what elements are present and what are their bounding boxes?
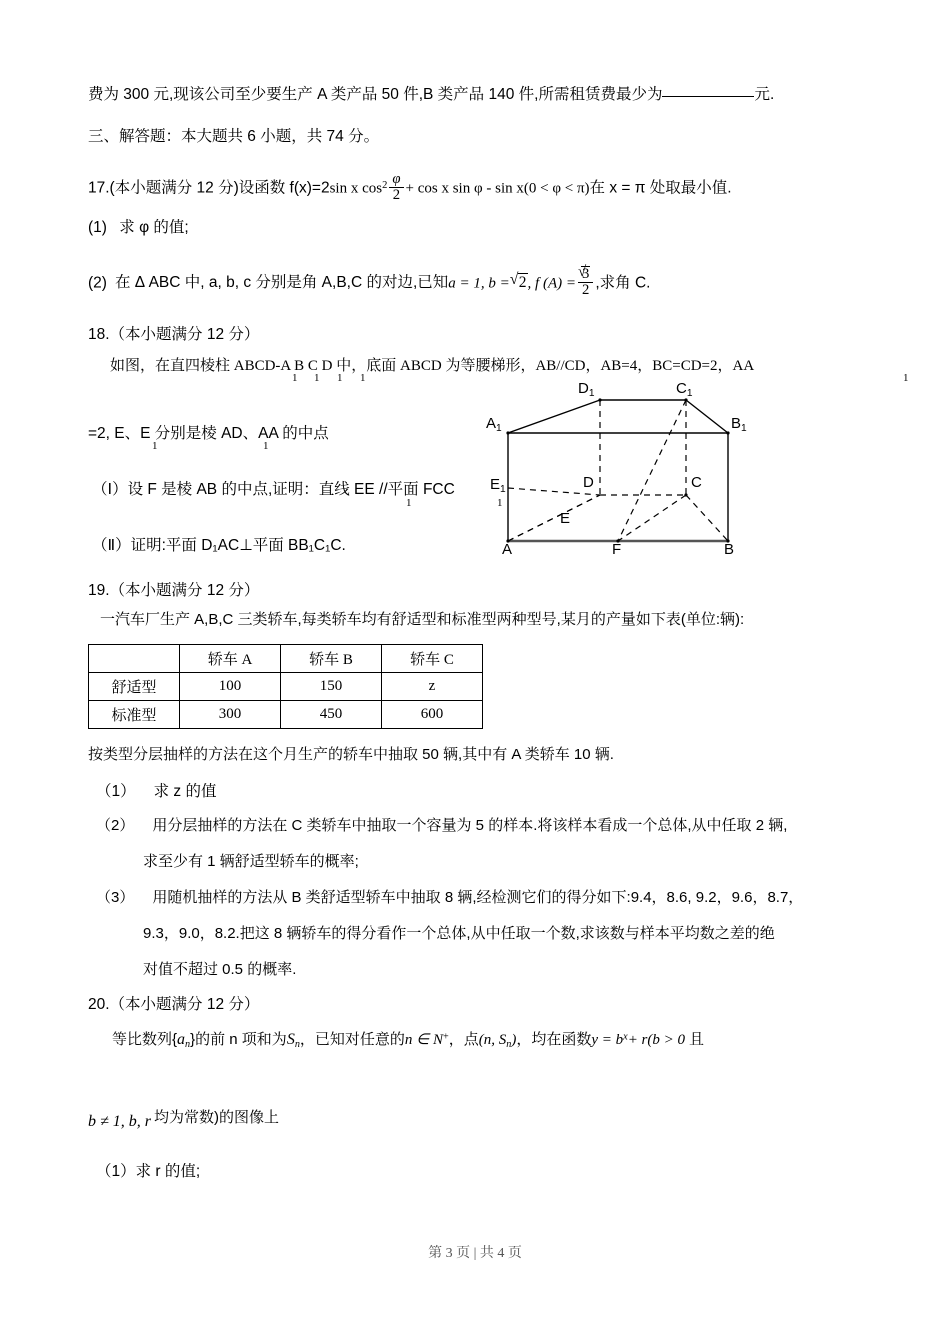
q20-point-sub: n	[506, 1038, 512, 1050]
page-footer: 第 3 页 | 共 4 页	[428, 1246, 522, 1261]
q20-func-r: + r(b > 0	[627, 1032, 686, 1048]
table-cell-r1c1: 300	[180, 701, 281, 729]
q19-production-table	[88, 644, 483, 729]
q19-intro: 一汽车厂生产 A,B,C 三类轿车,每类轿车均有舒适型和标准型两种型号,某月的产量如下表(单位:辆):	[100, 611, 745, 628]
q20-seg1: 等比数列{	[112, 1031, 178, 1048]
q18-line2-sub-b: 1	[263, 440, 269, 452]
sqrt-3	[578, 266, 593, 282]
table-row	[89, 701, 483, 729]
q17-part2-tail: ,求角 C.	[595, 274, 651, 292]
q16-tail-text: 费为 300 元,现该公司至少要生产 A 类产品 50 件,B 类产品 140 件,所需租赁费最少为	[88, 86, 663, 103]
figure-label-D: D	[583, 474, 594, 491]
figure-label-C1: $C_1$	[676, 380, 693, 399]
q20-seg5: ，均在函数	[516, 1031, 592, 1048]
q18-line1-sub-2: 1	[314, 372, 320, 384]
q20-part1: （1）求 r 的值;	[96, 1163, 201, 1180]
q19-part2-label: （2）	[96, 817, 135, 834]
table-cell-r1c0: 标准型	[89, 701, 180, 729]
q17-part2-text: 在 Δ ABC 中, a, b, c 分别是角 A,B,C 的对边,已知	[114, 274, 449, 292]
answer-blank	[662, 96, 754, 97]
table-cell-r1c2: 450	[281, 701, 382, 729]
table-header-cell-3: 轿车 C	[382, 645, 483, 673]
q20-an-var: a	[177, 1031, 186, 1048]
figure-label-E: E	[560, 510, 571, 527]
q17-stem	[88, 172, 732, 203]
q16-tail-line	[88, 86, 774, 103]
table-header-cell-0	[89, 645, 180, 673]
table-cell-r0c0: 舒适型	[89, 673, 180, 701]
q20-line2	[88, 1110, 279, 1131]
q20-sn-sub: n	[294, 1038, 300, 1050]
q20-N-plus: +	[443, 1031, 449, 1043]
q20-constants-text: 均为常数)的图像上	[154, 1109, 280, 1126]
q19-part2-line2: 求至少有 1 辆舒适型轿车的概率;	[143, 853, 359, 870]
q20-b-constraints: b ≠ 1, b, r	[88, 1113, 152, 1130]
table-row	[89, 673, 483, 701]
q18-line1: 如图，在直四棱柱 ABCD-A B C D 中，底面 ABCD 为等腰梯形，AB//CD，AB=4，BC=CD=2，AA	[110, 358, 755, 374]
figure-label-A: A	[502, 541, 513, 558]
q18-line1-sub-3: 1	[337, 372, 343, 384]
q18-part2: （Ⅱ）证明:平面 D₁AC⊥平面 BB₁C₁C.	[92, 537, 346, 554]
q20-func-exp: x	[623, 1031, 628, 1043]
figure-label-B1: $B_1$	[731, 415, 747, 434]
q18-line2-sub-a: 1	[152, 440, 158, 452]
prism-vertex-dots	[506, 398, 729, 542]
q20-an-sub: n	[185, 1038, 191, 1050]
q18-line2: =2, E、E 分别是棱 AD、AA 的中点	[88, 425, 329, 442]
q17-part2-fA: , f (A) =	[527, 275, 576, 292]
q19-part3-line3: 对值不超过 0.5 的概率.	[143, 961, 297, 978]
q18-title: 18.（本小题满分 12 分）	[88, 326, 260, 343]
table-cell-r1c3: 600	[382, 701, 483, 729]
frac-numerator: φ	[392, 171, 401, 187]
table-cell-r0c3: z	[382, 673, 483, 701]
q18-part1: （Ⅰ）设 F 是棱 AB 的中点,证明：直线 EE //平面 FCC	[92, 481, 455, 498]
q19-part1-text: 求 z 的值	[153, 783, 217, 800]
q17-formula-sincos: sin x cos	[329, 180, 383, 197]
q19-part3-text-1: 用随机抽样的方法从 B 类舒适型轿车中抽取 8 辆,经检测它们的得分如下:9.4，8.6, 9.2，9.6，8.7，	[152, 889, 804, 906]
q19-part3-label: （3）	[96, 889, 135, 906]
figure-label-A1: $A_1$	[486, 415, 502, 434]
table-header-cell-2: 轿车 B	[281, 645, 382, 673]
q16-tail-unit: 元.	[754, 86, 775, 103]
prism-svg	[478, 378, 768, 563]
prism-construction-lines	[508, 400, 686, 541]
q17-part2-label: (2)	[88, 274, 107, 292]
sqrt-2-radicand: 2	[518, 274, 527, 292]
q20-title: 20.（本小题满分 12 分）	[88, 996, 260, 1013]
q17-formula-mid: + cos x sin φ - sin x(0 < φ < π)	[405, 180, 590, 197]
table-cell-r0c1: 100	[180, 673, 281, 701]
q19-part3-line2: 9.3，9.0，8.2.把这 8 辆轿车的得分看作一个总体,从中任取一个数,求该数与样本平均数之差的绝	[143, 925, 775, 942]
q19-part3-line1	[96, 890, 803, 907]
q20-seg4: ，点	[448, 1031, 479, 1048]
q17-part1	[88, 219, 189, 236]
q20-sn-var: S	[286, 1031, 295, 1048]
prism-solid-edges	[508, 400, 728, 541]
q19-part1-label: （1）	[96, 783, 136, 800]
sqrt3-over-2	[578, 266, 593, 298]
q19-part2-text-1: 用分层抽样的方法在 C 类轿车中抽取一个容量为 5 的样本.将该样本看成一个总体,从中任取 2 辆,	[152, 817, 788, 834]
figure-label-C: C	[691, 474, 702, 491]
q18-line1-sub-4: 1	[360, 372, 366, 384]
table-header-row	[89, 645, 483, 673]
sqrt-2	[510, 272, 528, 291]
q19-part1	[96, 783, 217, 800]
q18-line1-sub-AA1: 1	[903, 372, 909, 384]
q17-part1-label: (1)	[88, 219, 107, 236]
q17-stem-prefix: 17.(本小题满分 12 分)设函数 f(x)=2	[88, 179, 330, 197]
q20-point-a: (n, S	[478, 1032, 507, 1048]
q20-seg6: 且	[689, 1031, 705, 1048]
q17-formula-tail: 在 x = π 处取最小值.	[589, 179, 732, 197]
q20-line1	[112, 1031, 704, 1050]
frac-denominator-2: 2	[578, 282, 593, 298]
figure-label-E1: $E_1$	[490, 476, 506, 495]
q18-part1-sub-a: 1	[406, 497, 412, 509]
q17-phi-over-2	[389, 172, 403, 203]
q20-n-in-N: n ∈ N	[404, 1032, 443, 1048]
q20-point-b: )	[511, 1032, 517, 1048]
section-heading: 三、解答题：本大题共 6 小题，共 74 分。	[88, 128, 380, 145]
q20-func-y: y = b	[591, 1032, 624, 1048]
figure-label-F: F	[612, 541, 622, 558]
q18-part1-sub-b: 1	[497, 497, 503, 509]
q19-part2-line1	[96, 818, 787, 835]
figure-label-D1: $D_1$	[578, 380, 595, 399]
q17-part2-given: a = 1, b =	[448, 275, 510, 292]
q17-part1-text: 求 φ 的值;	[119, 219, 189, 236]
q18-prism-figure	[478, 378, 768, 563]
figure-label-B: B	[724, 541, 735, 558]
frac-denominator: 2	[389, 187, 403, 203]
table-cell-r0c2: 150	[281, 673, 382, 701]
table-header-cell-1: 轿车 A	[180, 645, 281, 673]
q19-title: 19.（本小题满分 12 分）	[88, 582, 260, 599]
q20-seg2: }的前 n 项和为	[190, 1031, 287, 1048]
q20-seg3: ，已知对任意的	[299, 1031, 405, 1048]
q19-after-table: 按类型分层抽样的方法在这个月生产的轿车中抽取 50 辆,其中有 A 类轿车 10 辆.	[88, 746, 614, 763]
q17-formula-exponent: 2	[382, 179, 388, 191]
sqrt-3-radicand: 3	[581, 266, 590, 282]
q17-part2	[88, 266, 650, 298]
q18-line1-sub-1: 1	[292, 372, 298, 384]
